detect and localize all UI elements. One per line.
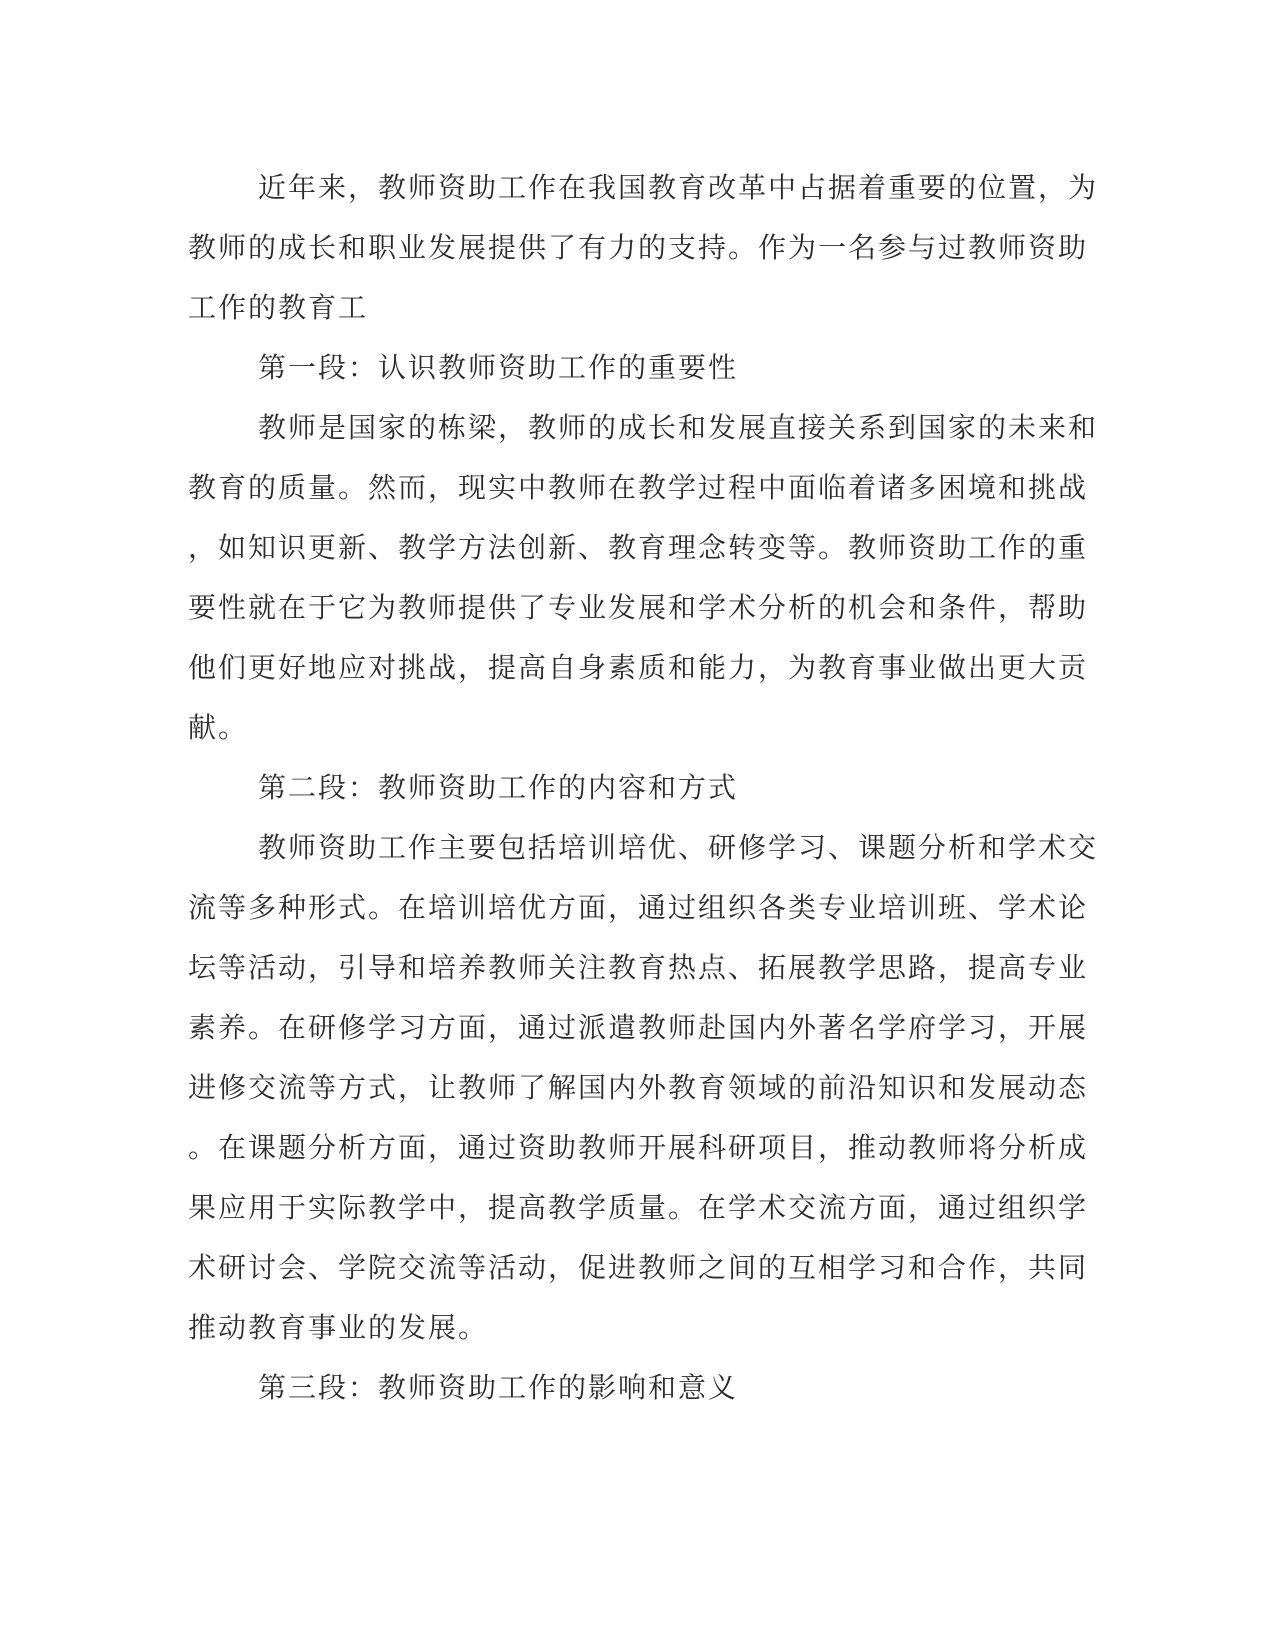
text-line: 教师资助工作主要包括培训培优、研修学习、课题分析和学术交: [258, 831, 1099, 864]
text-line: 术研讨会、学院交流等活动，促进教师之间的互相学习和合作，共同: [188, 1251, 1089, 1284]
intro-paragraph: [188, 158, 1099, 338]
section-heading-1: [188, 338, 1068, 398]
text-line: 献。: [188, 711, 249, 744]
text-line: 进修交流等方式，让教师了解国内外教育领域的前沿知识和发展动态: [188, 1071, 1089, 1104]
document-body: [188, 158, 1099, 1418]
heading-text: 第一段：认识教师资助工作的重要性: [258, 351, 739, 384]
text-line: 教师的成长和职业发展提供了有力的支持。作为一名参与过教师资助: [188, 231, 1089, 264]
text-line: 他们更好地应对挑战，提高自身素质和能力，为教育事业做出更大贡: [188, 651, 1089, 684]
section-heading-3: [188, 1358, 1068, 1418]
section-2-paragraph: [188, 818, 1099, 1358]
text-line: 素养。在研修学习方面，通过派遣教师赴国内外著名学府学习，开展: [188, 1011, 1089, 1044]
text-line: 流等多种形式。在培训培优方面，通过组织各类专业培训班、学术论: [188, 891, 1089, 924]
text-line: 推动教育事业的发展。: [188, 1311, 489, 1344]
text-line: 近年来，教师资助工作在我国教育改革中占据着重要的位置，为: [258, 171, 1099, 204]
heading-text: 第二段：教师资助工作的内容和方式: [258, 771, 739, 804]
section-heading-2: [188, 758, 1068, 818]
text-line: 要性就在于它为教师提供了专业发展和学术分析的机会和条件，帮助: [188, 591, 1089, 624]
text-line: 。在课题分析方面，通过资助教师开展科研项目，推动教师将分析成: [188, 1131, 1089, 1164]
section-1-paragraph: [188, 398, 1099, 758]
text-line: 教师是国家的栋梁，教师的成长和发展直接关系到国家的未来和: [258, 411, 1099, 444]
text-line: 果应用于实际教学中，提高教学质量。在学术交流方面，通过组织学: [188, 1191, 1089, 1224]
text-line: ，如知识更新、教学方法创新、教育理念转变等。教师资助工作的重: [188, 531, 1089, 564]
text-line: 坛等活动，引导和培养教师关注教育热点、拓展教学思路，提高专业: [188, 951, 1089, 984]
text-line: 工作的教育工: [188, 291, 369, 324]
heading-text: 第三段：教师资助工作的影响和意义: [258, 1371, 739, 1404]
text-line: 教育的质量。然而，现实中教师在教学过程中面临着诸多困境和挑战: [188, 471, 1089, 504]
